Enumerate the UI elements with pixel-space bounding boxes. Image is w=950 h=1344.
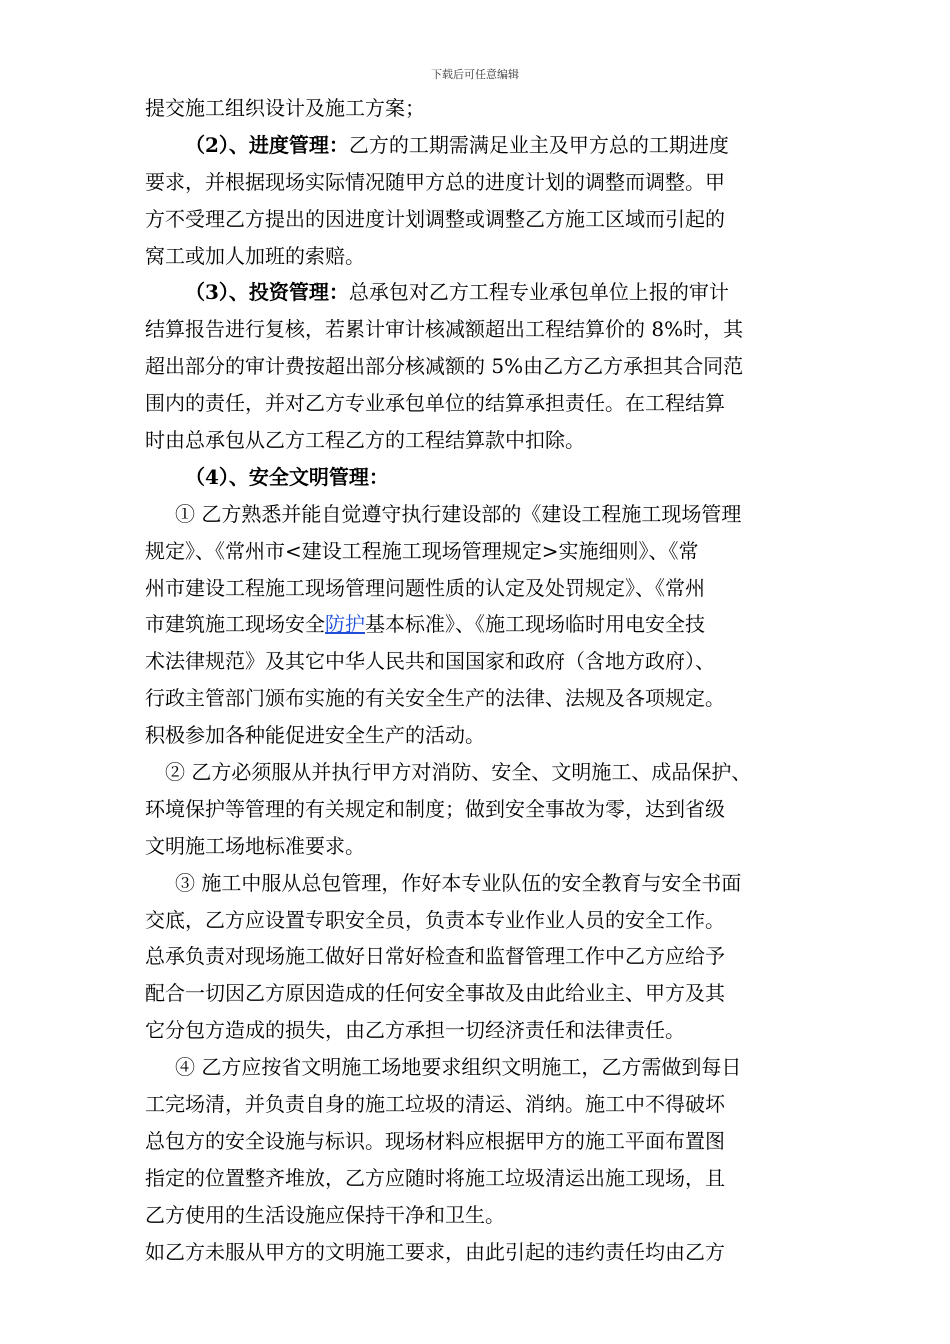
paragraph-line: 环境保护等管理的有关规定和制度；做到安全事故为零，达到省级 [145,796,725,821]
paragraph-line: 它分包方造成的损失，由乙方承担一切经济责任和法律责任。 [145,1018,685,1043]
paragraph-line: 时由总承包从乙方工程乙方的工程结算款中扣除。 [145,428,585,453]
paragraph-line: 州市建设工程施工现场管理问题性质的认定及处罚规定》、《常州 [145,575,705,600]
section-heading: （4）、安全文明管理： [185,464,389,489]
paragraph-line: 配合一切因乙方原因造成的任何安全事故及由此给业主、甲方及其 [145,981,725,1006]
paragraph-line: 交底，乙方应设置专职安全员，负责本专业作业人员的安全工作。 [145,907,725,932]
paragraph-line: ④ 乙方应按省文明施工场地要求组织文明施工，乙方需做到每日 [175,1055,742,1080]
page-header-note: 下载后可任意编辑 [431,68,519,81]
paragraph-line: 积极参加各种能促进安全生产的活动。 [145,723,485,748]
document-body [145,90,810,1271]
paragraph-line [145,606,810,643]
paragraph-line: 围内的责任，并对乙方专业承包单位的结算承担责任。在工程结算 [145,391,725,416]
paragraph-line: ③ 施工中服从总包管理，作好本专业队伍的安全教育与安全书面 [175,870,742,895]
paragraph-text: 乙方的工期需满足业主及甲方总的工期进度 [348,132,729,157]
paragraph-line: 总包方的安全设施与标识。现场材料应根据甲方的施工平面布置图 [145,1128,725,1153]
paragraph-line: ② 乙方必须服从并执行甲方对消防、安全、文明施工、成品保护、 [165,760,752,785]
paragraph-line: 总承负责对现场施工做好日常好检查和监督管理工作中乙方应给予 [145,944,725,969]
paragraph-line: 要求，并根据现场实际情况随甲方总的进度计划的调整而调整。甲 [145,169,725,194]
paragraph-line: 结算报告进行复核，若累计审计核减额超出工程结算价的 8%时，其 [145,317,744,342]
paragraph-line: 规定》、《常州市<建设工程施工现场管理规定>实施细则》、《常 [145,538,699,563]
paragraph-text: 总承包对乙方工程专业承包单位上报的审计 [348,280,729,305]
paragraph-text: 市建筑施工现场安全 [145,612,325,637]
paragraph-line: 方不受理乙方提出的因进度计划调整或调整乙方施工区域而引起的 [145,206,725,231]
section-investment-management [145,274,810,311]
paragraph-line: 行政主管部门颁布实施的有关安全生产的法律、法规及各项规定。 [145,686,725,711]
paragraph-line: 指定的位置整齐堆放，乙方应随时将施工垃圾清运出施工现场，且 [145,1165,725,1190]
section-safety-management [145,459,810,496]
paragraph-line: 如乙方未服从甲方的文明施工要求，由此引起的违约责任均由乙方 [145,1239,725,1264]
paragraph-line: 提交施工组织设计及施工方案； [145,96,425,120]
paragraph-line: 窝工或加人加班的索赔。 [145,243,365,268]
section-heading: （2）、进度管理： [185,132,349,157]
paragraph-line: ① 乙方熟悉并能自觉遵守执行建设部的《建设工程施工现场管理 [175,501,742,526]
paragraph-line: 文明施工场地标准要求。 [145,833,365,858]
section-heading: （3）、投资管理： [185,280,349,305]
paragraph-line: 乙方使用的生活设施应保持干净和卫生。 [145,1202,505,1227]
paragraph-line: 工完场清，并负责自身的施工垃圾的清运、消纳。施工中不得破坏 [145,1092,725,1117]
protection-link[interactable]: 防护 [325,612,365,637]
paragraph-text: 基本标准》、《施工现场临时用电安全技 [365,612,705,637]
section-progress-management [145,127,810,164]
paragraph-line: 超出部分的审计费按超出部分核减额的 5%由乙方乙方承担其合同范 [145,354,744,379]
paragraph-line: 术法律规范》及其它中华人民共和国国家和政府（含地方政府）、 [145,649,715,674]
